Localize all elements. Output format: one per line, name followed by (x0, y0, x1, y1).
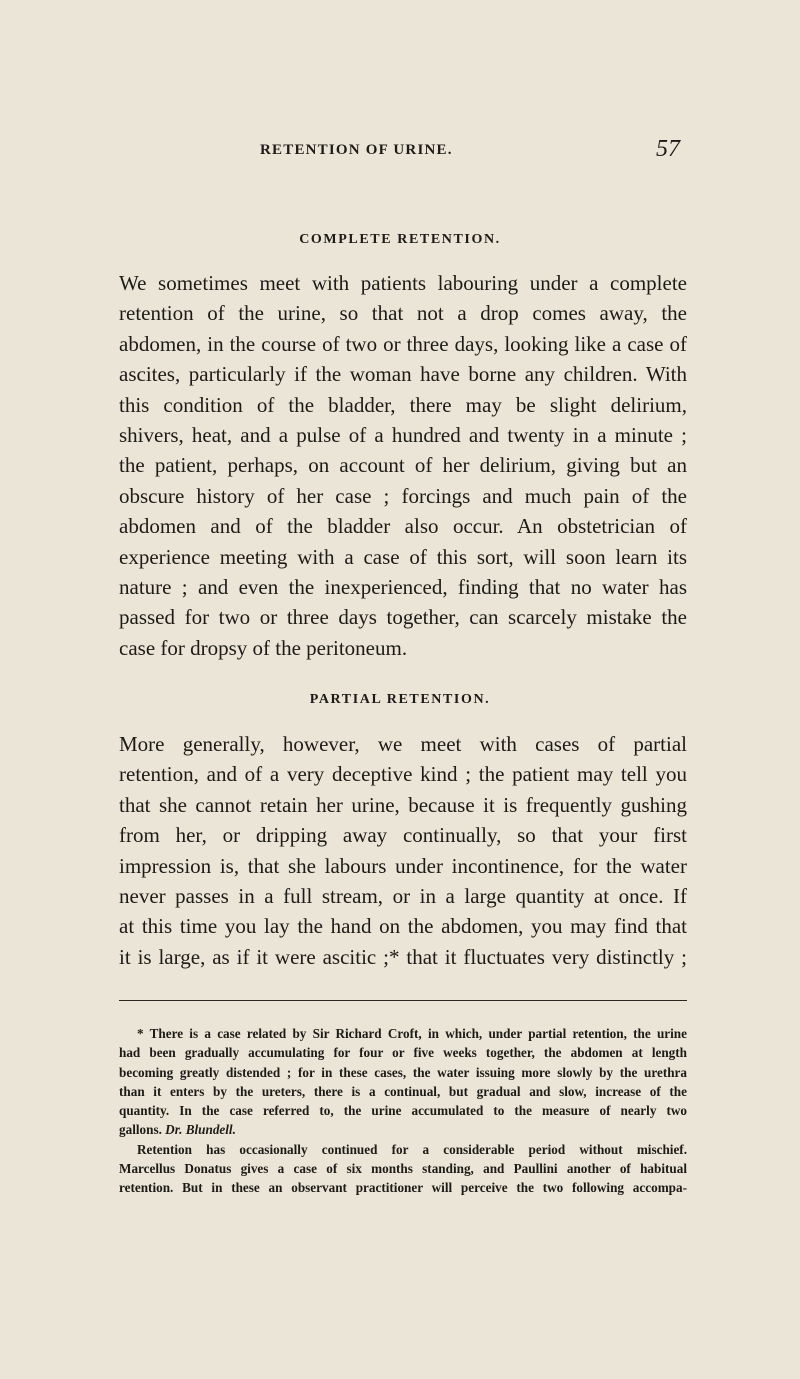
footnote-line: retention. But in these an observant practitioner will perceive the two following accompa- (119, 1180, 687, 1196)
footnote-line: had been gradually accumulating for four or five weeks together, the abdomen at length (119, 1045, 687, 1061)
text-line: ascites, particularly if the woman have borne any children. With (119, 362, 687, 387)
text-line: abdomen, in the course of two or three days, looking like a case of (119, 331, 687, 356)
text-line: shivers, heat, and a pulse of a hundred and twenty in a minute ; (119, 423, 687, 448)
text-line: this condition of the bladder, there may be slight delirium, (119, 392, 687, 417)
text-line: abdomen and of the bladder also occur. An obstetrician of (119, 514, 687, 539)
text-line: retention, and of a very deceptive kind ; the patient may tell you (119, 762, 687, 787)
text-line: retention of the urine, so that not a drop comes away, the (119, 301, 687, 326)
text-line: the patient, perhaps, on account of her delirium, giving but an (119, 453, 687, 478)
footnote (119, 1024, 687, 1198)
footnote-text: gallons. (119, 1122, 162, 1138)
text-line: We sometimes meet with patients labouring under a complete (119, 271, 687, 295)
page-number: 57 (656, 136, 680, 162)
text-line: nature ; and even the inexperienced, finding that no water has (119, 575, 687, 600)
text-line: at this time you lay the hand on the abdomen, you may find that (119, 914, 687, 939)
text-line: obscure history of her case ; forcings and much pain of the (119, 483, 687, 508)
footnote-line: than it enters by the ureters, there is a continual, but gradual and slow, increase of the (119, 1083, 687, 1099)
text-line: experience meeting with a case of this sort, will soon learn its (119, 544, 687, 569)
text-line: impression is, that she labours under incontinence, for the water (119, 853, 687, 878)
partial-retention-paragraph (119, 729, 687, 972)
footnote-line: * There is a case related by Sir Richard Croft, in which, under partial retention, the urine (137, 1026, 687, 1041)
text-line: never passes in a full stream, or in a large quantity at once. If (119, 884, 687, 909)
footnote-divider (119, 1000, 687, 1001)
complete-retention-paragraph (119, 268, 687, 663)
footnote-line (119, 1120, 687, 1139)
running-title: RETENTION OF URINE. (260, 142, 453, 158)
text-line: from her, or dripping away continually, so that your first (119, 823, 687, 848)
running-head (260, 136, 680, 166)
text-line: it is large, as if it were ascitic ;* that it fluctuates very distinctly ; (119, 944, 687, 969)
footnote-line: quantity. In the case referred to, the urine accumulated to the measure of nearly two (119, 1103, 687, 1119)
partial-retention-heading: PARTIAL RETENTION. (309, 692, 491, 707)
text-line: passed for two or three days together, can scarcely mistake the (119, 605, 687, 630)
footnote-line: Marcellus Donatus gives a case of six months standing, and Paullini another of habitual (119, 1161, 687, 1177)
text-line: More generally, however, we meet with cases of partial (119, 732, 687, 756)
text-line: that she cannot retain her urine, because it is frequently gushing (119, 792, 687, 817)
footnote-line: becoming greatly distended ; for in these cases, the water issuing more slowly by the urethra (119, 1064, 687, 1080)
footnote-line: Retention has occasionally continued for a considerable period without mischief. (137, 1141, 687, 1157)
text-line: case for dropsy of the peritoneum. (119, 635, 408, 660)
footnote-attribution: Dr. Blundell. (165, 1122, 236, 1138)
complete-retention-heading: COMPLETE RETENTION. (299, 232, 501, 247)
